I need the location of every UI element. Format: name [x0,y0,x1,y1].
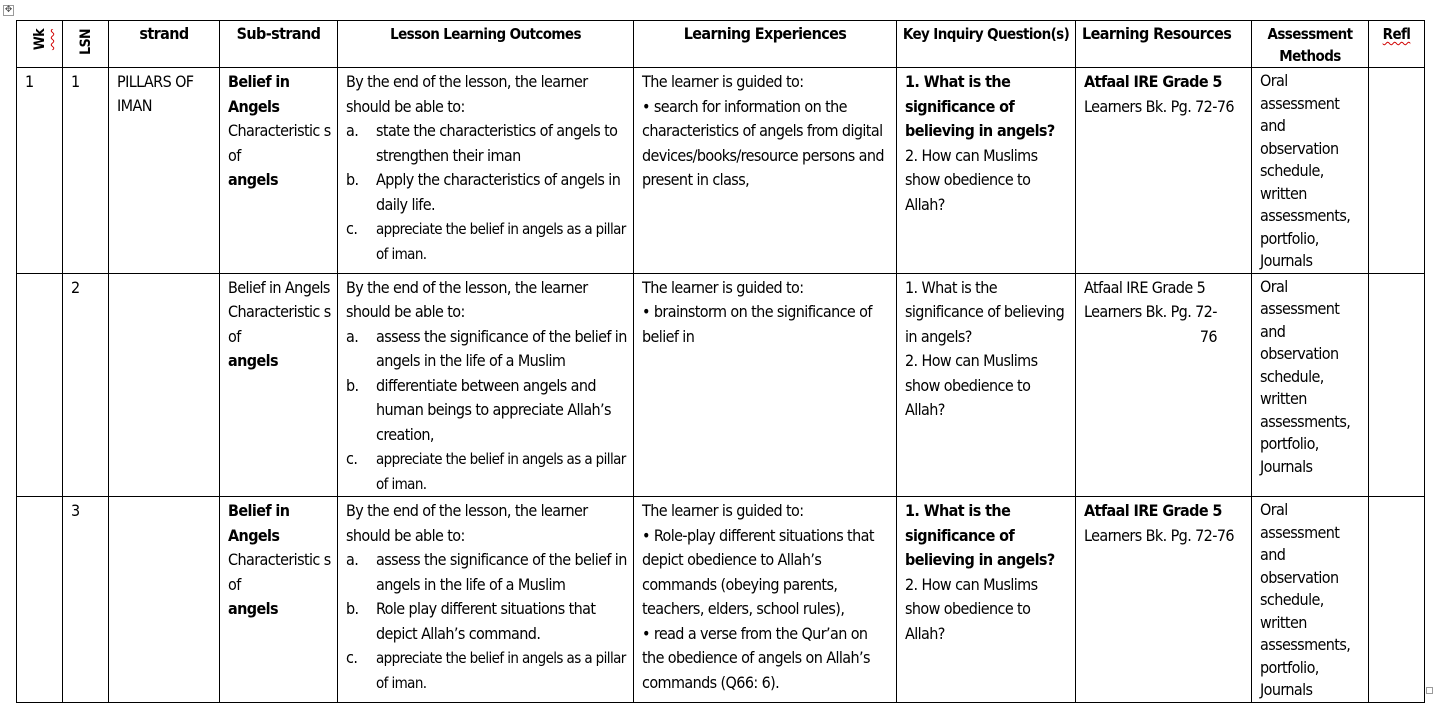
outcome-text: state the characteristics of angels to strengthen their iman [376,121,618,165]
header-assessment: Assessment Methods [1252,21,1369,68]
sub-strand-line: Characteristic s of [228,302,331,346]
header-experiences: Learning Experiences [634,21,897,68]
outcome-list [346,325,629,497]
cell-inquiry [897,68,1076,274]
outcome-item [346,374,629,448]
header-resources: Learning Resources [1076,21,1252,68]
cell-experiences [634,273,897,497]
header-wk [17,21,63,68]
outcome-item [346,325,629,374]
inquiry-question: 2. How can Muslims show obedience to Allah? [905,145,1038,214]
outcome-mark: c. [346,449,358,468]
resource-title: Atfaal IRE Grade 5 [1084,72,1222,91]
cell-sub-strand [220,68,338,274]
cell-outcomes [338,497,634,703]
cell-inquiry [897,273,1076,497]
sub-strand-line: Characteristic s of [228,121,331,165]
experience-item: • read a verse from the Qur’an on the obedience of angels on Allah’s commands (Q66: 6). [642,623,870,692]
outcome-item [346,548,629,597]
outcome-intro: By the end of the lesson, the learner should be able to: [346,72,588,116]
cell-strand [109,497,220,703]
outcome-mark: b. [346,599,359,618]
outcome-text: appreciate the belief in angels as a pillar of iman. [376,220,626,263]
cell-lsn: 1 [63,68,109,274]
resource-title: Atfaal IRE Grade 5 [1084,277,1206,297]
cell-assessment: Oral assessment and observation schedule, written assessments, portfolio, Journals [1252,497,1369,703]
resource-title: Atfaal IRE Grade 5 [1084,501,1222,520]
cell-sub-strand [220,497,338,703]
cell-wk [17,497,63,703]
header-sub-strand: Sub-strand [220,21,338,68]
inquiry-question: 2. How can Muslims show obedience to Allah? [905,574,1038,643]
outcome-item [346,119,629,168]
resource-pages: Learners Bk. Pg. 72- [1084,302,1217,321]
cell-assessment: Oral assessment and observation schedule, written assessments, portfolio, Journals [1252,273,1369,497]
outcome-intro: By the end of the lesson, the learner should be able to: [346,277,588,321]
header-row [17,21,1425,68]
header-outcomes: Lesson Learning Outcomes [338,21,634,68]
outcome-mark: a. [346,326,359,346]
sub-strand-title: Belief in Angels [228,277,330,297]
experience-intro: The learner is guided to: [642,72,804,91]
resource-pages: Learners Bk. Pg. 72-76 [1084,525,1234,545]
cell-resources [1076,68,1252,274]
table-row [17,497,1425,703]
inquiry-question: 1. What is the significance of believing in angels? [905,72,1055,140]
outcome-text: differentiate between angels and human beings to appreciate Allah’s creation, [376,375,611,444]
cell-lsn: 3 [63,497,109,703]
scheme-of-work-table [16,20,1425,703]
sub-strand-line: angels [228,599,278,618]
cell-resources [1076,497,1252,703]
inquiry-question: 2. How can Muslims show obedience to Allah? [905,351,1038,419]
table-resize-handle[interactable] [1426,687,1433,694]
experience-intro: The learner is guided to: [642,277,804,297]
cell-reflection[interactable] [1369,68,1425,274]
outcome-mark: b. [346,375,359,395]
sub-strand-title: Belief in Angels [228,72,290,116]
sub-strand-title: Belief in Angels [228,501,290,545]
outcome-text: appreciate the belief in angels as a pillar of iman. [376,649,626,692]
experience-intro: The learner is guided to: [642,501,804,520]
cell-outcomes [338,68,634,274]
cell-wk [17,273,63,497]
cell-experiences [634,497,897,703]
outcome-mark: a. [346,550,359,569]
inquiry-question: 1. What is the significance of believing in angels? [905,277,1065,346]
outcome-item [346,217,629,266]
outcome-item [346,168,629,217]
outcome-text: Role play different situations that depict Allah’s command. [376,599,596,643]
cell-inquiry [897,497,1076,703]
outcome-text: assess the significance of the belief in angels in the life of a Muslim [376,326,627,370]
experience-item: • brainstorm on the significance of belief in [642,302,872,346]
cell-reflection[interactable] [1369,497,1425,703]
table-row [17,68,1425,274]
table-move-handle[interactable]: ✥ [4,5,13,15]
experience-item: • Role-play different situations that depict obedience to Allah’s commands (obeying parents, teachers, elders, school rules), [642,525,874,618]
outcome-list [346,119,629,266]
cell-strand: PILLARS OF IMAN [109,68,220,274]
header-strand: strand [109,21,220,68]
outcome-mark: b. [346,170,359,189]
outcome-item [346,597,629,646]
outcome-item [346,646,629,695]
cell-reflection[interactable] [1369,273,1425,497]
header-reflection [1369,21,1425,68]
cell-strand [109,273,220,497]
header-inquiry: Key Inquiry Question(s) [897,21,1076,68]
table-row [17,273,1425,497]
outcome-intro: By the end of the lesson, the learner should be able to: [346,501,588,545]
cell-outcomes [338,273,634,497]
cell-resources [1076,273,1252,497]
outcome-mark: c. [346,648,358,667]
cell-experiences [634,68,897,274]
header-lsn [63,21,109,68]
sub-strand-line: angels [228,351,278,370]
outcome-mark: a. [346,121,359,140]
header-lsn-label: LSN [77,29,94,55]
outcome-text: assess the significance of the belief in angels in the life of a Muslim [376,550,627,594]
outcome-mark: c. [346,219,358,238]
header-wk-label: Wk [31,29,48,51]
cell-wk: 1 [17,68,63,274]
outcome-item [346,447,629,496]
experience-item: • search for information on the characteristics of angels from digital devices/books/resource persons and present in class, [642,96,884,189]
outcome-text: Apply the characteristics of angels in daily life. [376,170,621,214]
sub-strand-line: angels [228,170,278,189]
outcome-list [346,548,629,695]
cell-lsn: 2 [63,273,109,497]
resource-pages-cont: 76 [1199,326,1217,346]
inquiry-question: 1. What is the significance of believing in angels? [905,501,1055,569]
header-reflection-label: Refl [1382,25,1411,43]
outcome-text: appreciate the belief in angels as a pillar of iman. [376,450,626,493]
resource-pages: Learners Bk. Pg. 72-76 [1084,96,1234,116]
cell-assessment: Oral assessment and observation schedule, written assessments, portfolio, Journals [1252,68,1369,274]
sub-strand-line: Characteristic s of [228,550,331,594]
cell-sub-strand [220,273,338,497]
